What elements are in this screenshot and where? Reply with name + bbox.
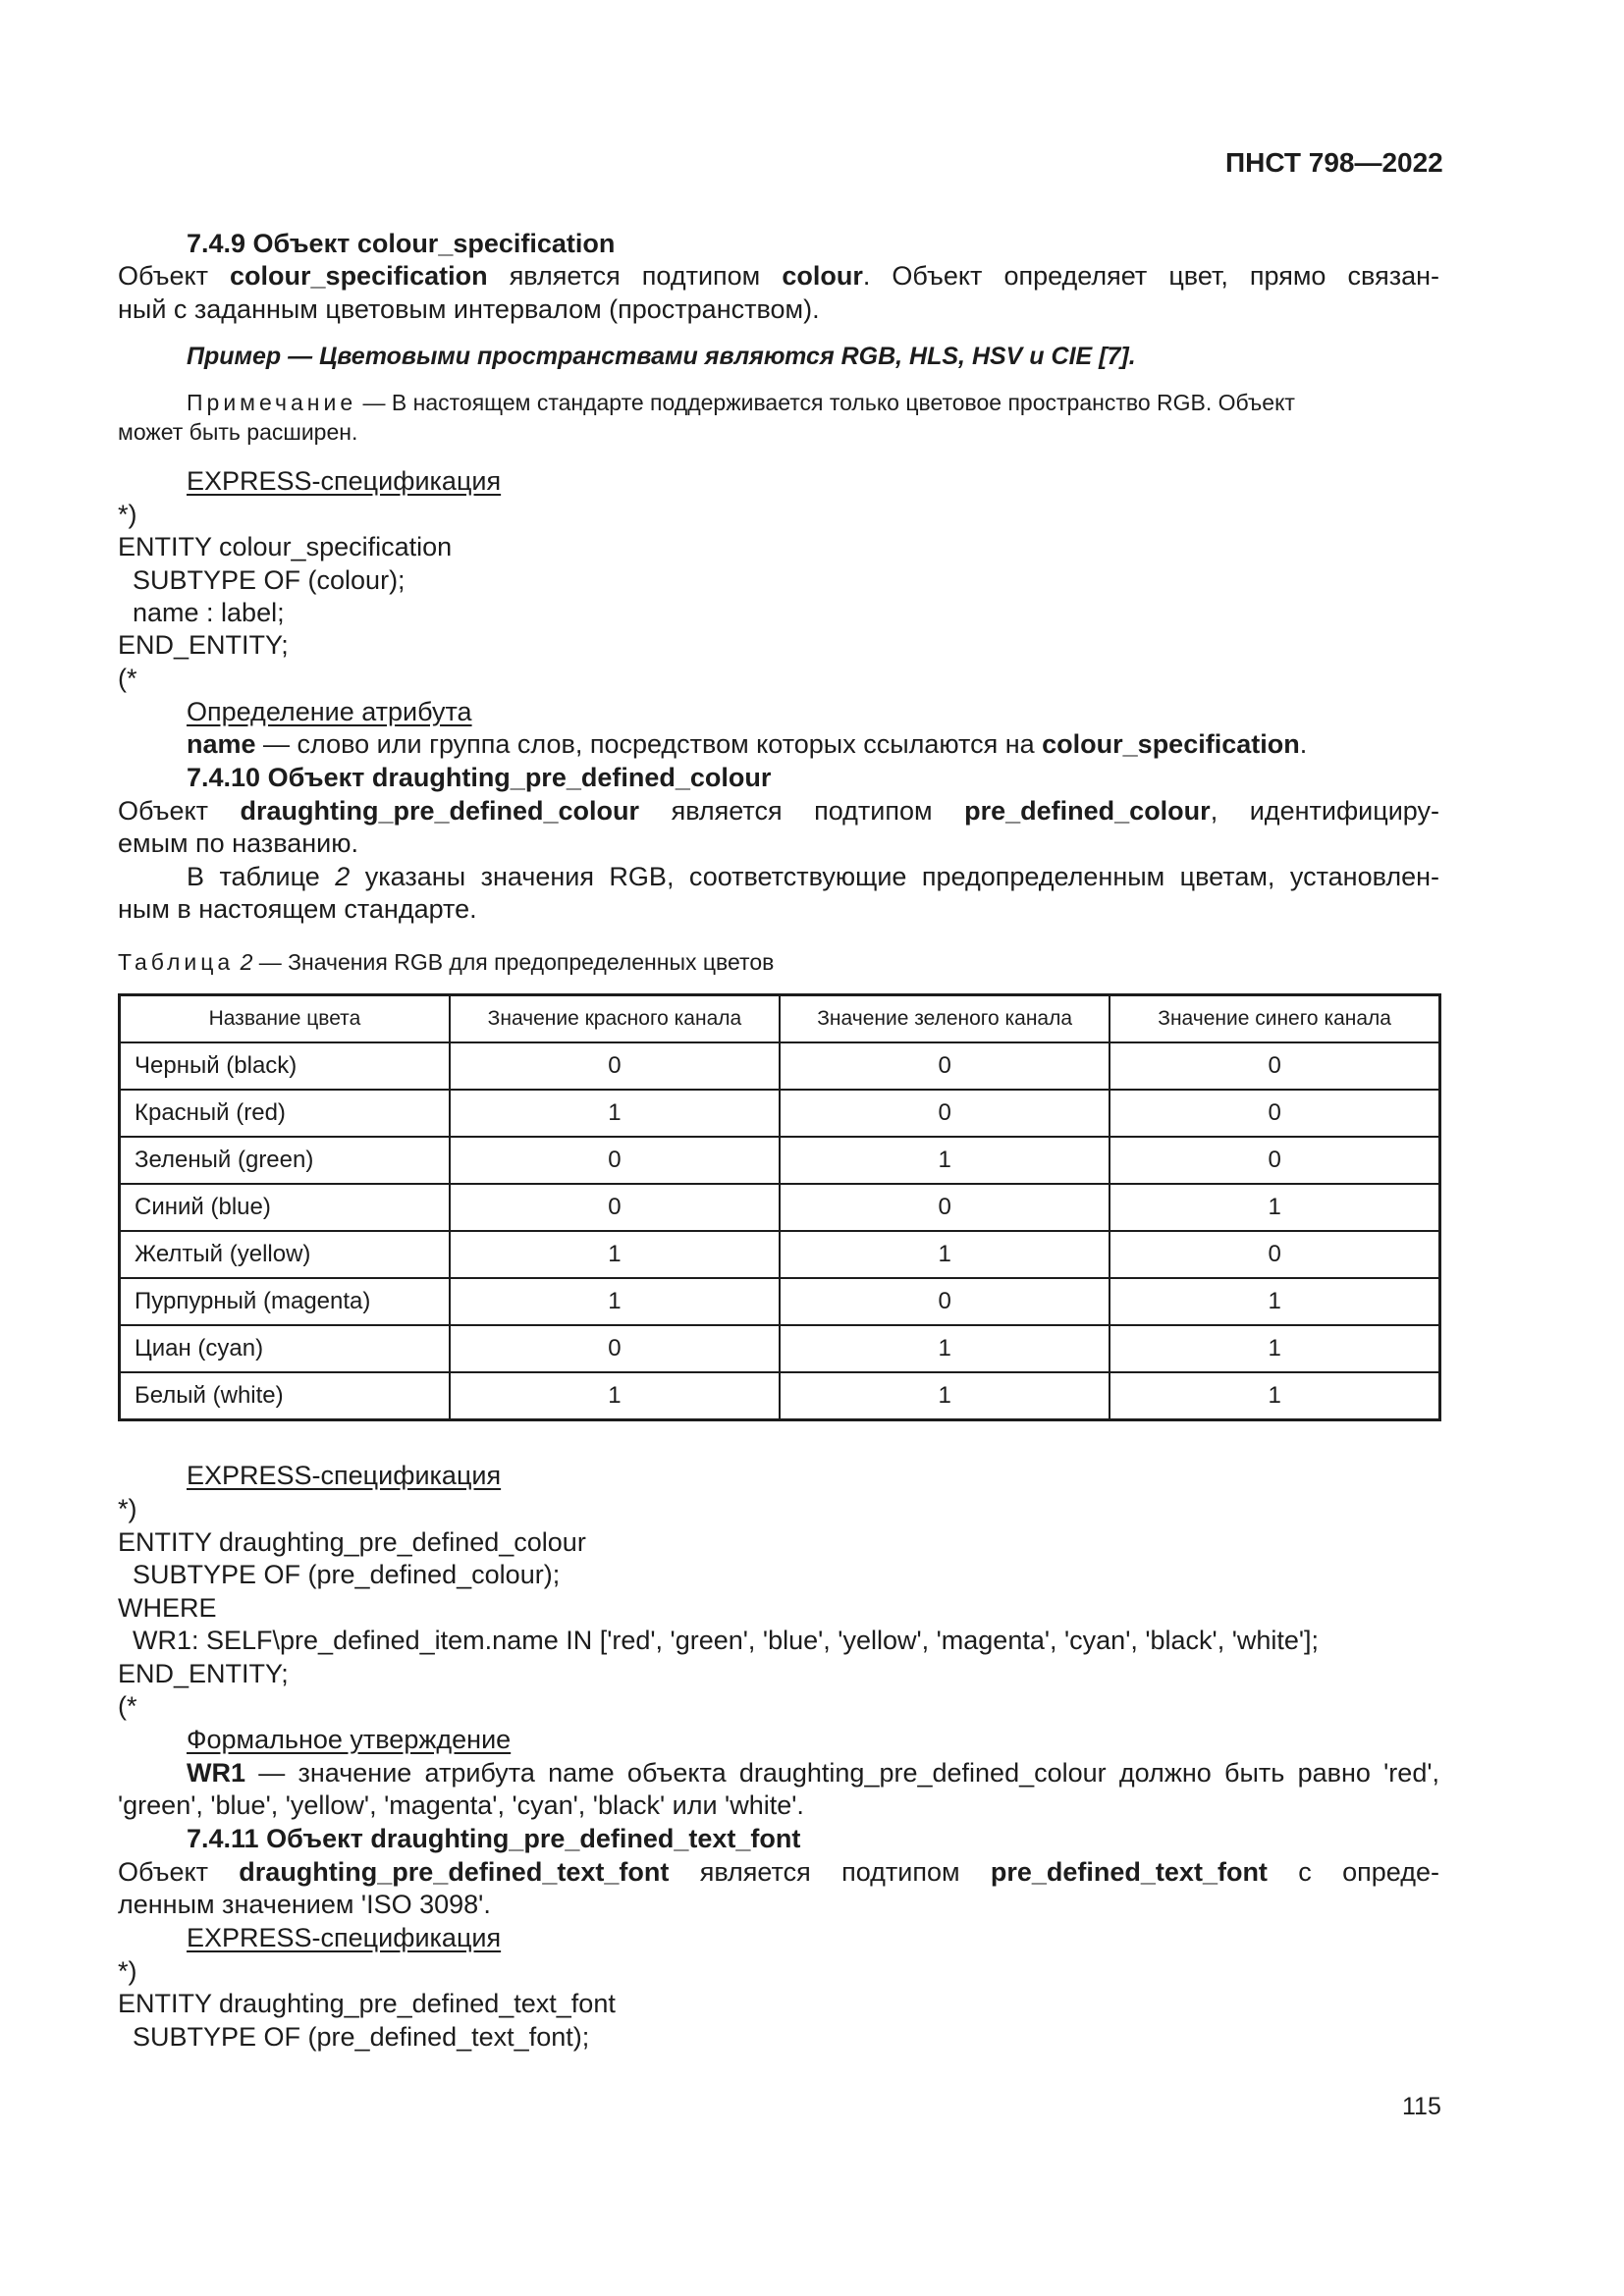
code-line: WR1: SELF\pre_defined_item.name IN ['red', 'green', 'blue', 'yellow', 'magenta', 'cyan', 'black', 'white']; <box>118 1626 1320 1655</box>
express-label-1: EXPRESS-спецификация <box>187 466 502 496</box>
channel-value-cell: 1 <box>1110 1372 1439 1420</box>
channel-value-cell: 0 <box>450 1184 780 1231</box>
table-row <box>120 1042 1440 1090</box>
table-row <box>120 1090 1440 1137</box>
code-line: SUBTYPE OF (pre_defined_text_font); <box>118 2022 590 2052</box>
channel-value-cell: 0 <box>1110 1231 1439 1278</box>
table-header-cell: Значение зеленого канала <box>780 995 1110 1043</box>
colour-name-cell: Черный (black) <box>120 1042 450 1090</box>
colour-name-cell: Зеленый (green) <box>120 1137 450 1184</box>
document-id: ПНСТ 798—2022 <box>1225 147 1443 178</box>
channel-value-cell: 1 <box>780 1231 1110 1278</box>
code-line: SUBTYPE OF (pre_defined_colour); <box>118 1560 561 1589</box>
channel-value-cell: 0 <box>780 1184 1110 1231</box>
channel-value-cell: 1 <box>450 1372 780 1420</box>
channel-value-cell: 1 <box>780 1372 1110 1420</box>
paragraph-7-4-11-line2: ленным значением 'ISO 3098'. <box>118 1890 491 1919</box>
note-line2: может быть расширен. <box>118 419 358 445</box>
channel-value-cell: 0 <box>780 1278 1110 1325</box>
note-line1: Примечание — В настоящем стандарте поддерживается только цветовое пространство RGB. Объект <box>187 390 1295 415</box>
paragraph-7-4-10-line1: Объект draughting_pre_defined_colour является подтипом pre_defined_colour, идентифициру- <box>118 796 1439 826</box>
code-line: name : label; <box>118 598 285 627</box>
channel-value-cell: 1 <box>1110 1278 1439 1325</box>
code-line: (* <box>118 664 137 693</box>
table-row <box>120 1137 1440 1184</box>
code-line: (* <box>118 1691 137 1721</box>
code-line: *) <box>118 1956 137 1986</box>
code-line: END_ENTITY; <box>118 630 289 660</box>
code-line: *) <box>118 500 137 529</box>
express-label-2: EXPRESS-спецификация <box>187 1461 502 1490</box>
table-row <box>120 1325 1440 1372</box>
channel-value-cell: 0 <box>450 1325 780 1372</box>
code-line: WHERE <box>118 1593 217 1623</box>
formal-proposition-label: Формальное утверждение <box>187 1725 512 1754</box>
channel-value-cell: 1 <box>780 1137 1110 1184</box>
channel-value-cell: 1 <box>1110 1184 1439 1231</box>
attribute-definition: name — слово или группа слов, посредством которых ссылаются на colour_specification. <box>187 729 1308 759</box>
paragraph-7-4-10-line2: емым по названию. <box>118 828 358 858</box>
code-line: SUBTYPE OF (colour); <box>118 565 406 595</box>
table-row <box>120 1231 1440 1278</box>
colour-name-cell: Синий (blue) <box>120 1184 450 1231</box>
table-header-cell: Значение красного канала <box>450 995 780 1043</box>
table-caption: Таблица 2 — Значения RGB для предопределенных цветов <box>118 949 775 975</box>
colour-name-cell: Циан (cyan) <box>120 1325 450 1372</box>
example-text: Пример — Цветовыми пространствами являются RGB, HLS, HSV и CIE [7]. <box>187 343 1136 370</box>
page-number: 115 <box>1402 2093 1441 2120</box>
code-line: ENTITY draughting_pre_defined_text_font <box>118 1989 616 2018</box>
section-heading-7-4-10: 7.4.10 Объект draughting_pre_defined_colour <box>187 763 772 792</box>
section-heading-7-4-11: 7.4.11 Объект draughting_pre_defined_text_font <box>187 1824 801 1853</box>
channel-value-cell: 0 <box>780 1042 1110 1090</box>
colour-name-cell: Белый (white) <box>120 1372 450 1420</box>
table-row <box>120 1372 1440 1420</box>
table-header-cell: Значение синего канала <box>1110 995 1439 1043</box>
code-line: *) <box>118 1494 137 1523</box>
table-row <box>120 1278 1440 1325</box>
wr1-line1: WR1 — значение атрибута name объекта draughting_pre_defined_colour должно быть равно 'red', <box>187 1758 1439 1788</box>
channel-value-cell: 0 <box>780 1090 1110 1137</box>
code-line: ENTITY colour_specification <box>118 532 453 561</box>
paragraph-7-4-9-line2: ный с заданным цветовым интервалом (пространством). <box>118 294 820 324</box>
channel-value-cell: 0 <box>450 1137 780 1184</box>
paragraph-7-4-9-line1: Объект colour_specification является подтипом colour. Объект определяет цвет, прямо связан- <box>118 261 1439 291</box>
channel-value-cell: 0 <box>1110 1042 1439 1090</box>
rgb-table <box>118 993 1441 1421</box>
channel-value-cell: 1 <box>450 1278 780 1325</box>
paragraph-7-4-11-line1: Объект draughting_pre_defined_text_font является подтипом pre_defined_text_font с опреде- <box>118 1857 1439 1887</box>
channel-value-cell: 1 <box>450 1090 780 1137</box>
channel-value-cell: 1 <box>780 1325 1110 1372</box>
code-line: END_ENTITY; <box>118 1659 289 1688</box>
table-header-cell: Название цвета <box>120 995 450 1043</box>
channel-value-cell: 0 <box>1110 1137 1439 1184</box>
colour-name-cell: Красный (red) <box>120 1090 450 1137</box>
colour-name-cell: Желтый (yellow) <box>120 1231 450 1278</box>
wr1-line2: 'green', 'blue', 'yellow', 'magenta', 'cyan', 'black' или 'white'. <box>118 1790 804 1820</box>
colour-name-cell: Пурпурный (magenta) <box>120 1278 450 1325</box>
table-header-row <box>120 995 1440 1043</box>
table-row <box>120 1184 1440 1231</box>
channel-value-cell: 0 <box>1110 1090 1439 1137</box>
channel-value-cell: 1 <box>1110 1325 1439 1372</box>
paragraph-7-4-10-p2-line2: ным в настоящем стандарте. <box>118 894 477 924</box>
section-heading-7-4-9: 7.4.9 Объект colour_specification <box>187 229 616 258</box>
paragraph-7-4-10-p2-line1: В таблице 2 указаны значения RGB, соответствующие предопределенным цветам, установлен- <box>187 862 1439 891</box>
express-label-3: EXPRESS-спецификация <box>187 1923 502 1952</box>
channel-value-cell: 1 <box>450 1231 780 1278</box>
code-line: ENTITY draughting_pre_defined_colour <box>118 1527 586 1557</box>
attribute-definition-label: Определение атрибута <box>187 697 472 726</box>
channel-value-cell: 0 <box>450 1042 780 1090</box>
